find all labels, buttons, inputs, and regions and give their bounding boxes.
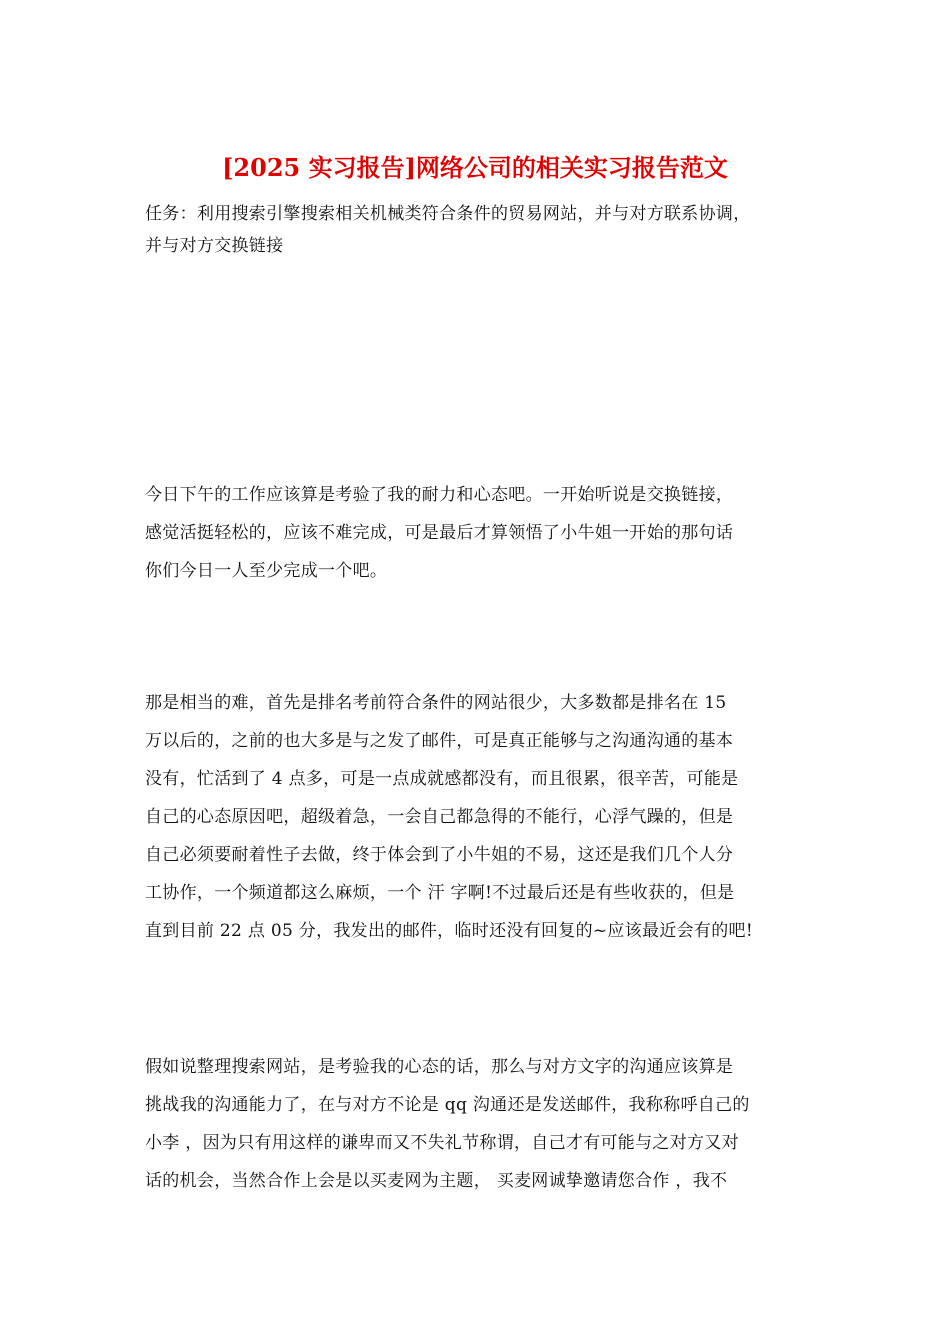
body-paragraph-1 <box>145 476 807 590</box>
body-paragraph-2 <box>145 684 807 950</box>
body-paragraph-3 <box>145 1048 807 1200</box>
document-title: [2025 实习报告]网络公司的相关实习报告范文 <box>222 153 728 182</box>
text-line: 今日下午的工作应该算是考验了我的耐力和心态吧。一开始听说是交换链接， <box>145 485 734 505</box>
text-line: 小李 ，因为只有用这样的谦卑而又不失礼节称谓，自己才有可能与之对方又对 <box>145 1133 739 1153</box>
text-line: 任务：利用搜索引擎搜索相关机械类符合条件的贸易网站，并与对方联系协调， <box>145 204 751 224</box>
text-line: 那是相当的难，首先是排名考前符合条件的网站很少，大多数都是排名在 15 <box>145 693 727 713</box>
text-line: 工协作，一个频道都这么麻烦，一个 汗 字啊!不过最后还是有些收获的，但是 <box>145 883 735 903</box>
text-line: 万以后的，之前的也大多是与之发了邮件，可是真正能够与之沟通沟通的基本 <box>145 731 734 751</box>
text-line: 直到目前 22 点 05 分，我发出的邮件，临时还没有回复的~应该最近会有的吧! <box>145 921 753 941</box>
text-line: 假如说整理搜索网站，是考验我的心态的话，那么与对方文字的沟通应该算是 <box>145 1057 734 1077</box>
text-line: 自己必须要耐着性子去做，终于体会到了小牛姐的不易，这还是我们几个人分 <box>145 845 734 865</box>
text-line: 自己的心态原因吧，超级着急，一会自己都急得的不能行，心浮气躁的，但是 <box>145 807 734 827</box>
text-line: 你们今日一人至少完成一个吧。 <box>145 561 388 581</box>
text-line: 并与对方交换链接 <box>145 236 284 256</box>
text-line: 话的机会，当然合作上会是以买麦网为主题， 买麦网诚挚邀请您合作 ，我不 <box>145 1171 728 1191</box>
text-line: 挑战我的沟通能力了，在与对方不论是 qq 沟通还是发送邮件，我称称呼自己的 <box>145 1095 750 1115</box>
text-line: 感觉活挺轻松的，应该不难完成，可是最后才算领悟了小牛姐一开始的那句话 <box>145 523 734 543</box>
task-paragraph <box>145 198 807 262</box>
text-line: 没有，忙活到了 4 点多，可是一点成就感都没有，而且很累，很辛苦，可能是 <box>145 769 739 789</box>
